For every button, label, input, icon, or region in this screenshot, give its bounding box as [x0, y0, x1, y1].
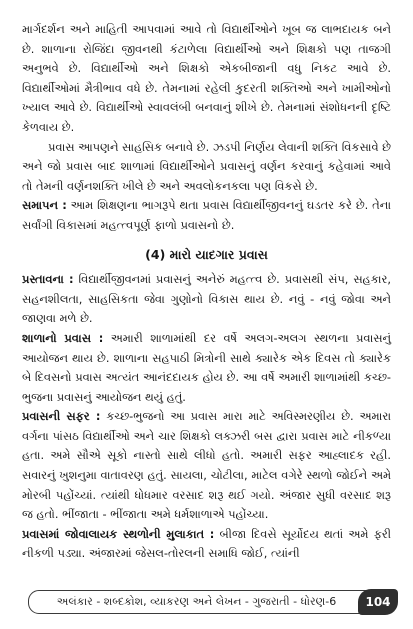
essay-heading: (4) મારો યાદગાર પ્રવાસ — [145, 246, 268, 262]
paragraph-sightseeing — [22, 525, 391, 564]
conclusion-text: આમ શિક્ષણના ભાગરૂપે થતા પ્રવાસ વિદ્યાર્થીજીવનનું ઘડતર કરે છે. તેના સર્વાંગી વિકાસમાં મહત્ત્વપૂર્ણ ફાળો પ્રવાસનો છે. — [22, 198, 391, 232]
conclusion-term: સમાપન : — [22, 198, 67, 213]
footer-book-title: અલંકાર - શબ્દકોશ, વ્યાકરણ અને લેખન - ગુજરાતી - ધોરણ-6 — [56, 595, 337, 608]
page-footer — [28, 590, 397, 614]
introduction-text: વિદ્યાર્થીજીવનમાં પ્રવાસનું અનેરું મહત્ત્વ છે. પ્રવાસથી સંપ, સહકાર, સહનશીલતા, સાહસિકતા જેવા ગુણોનો વિકાસ થાય છે. નવું - નવું જોવા અને જાણવા મળે છે. — [22, 272, 391, 326]
page-body — [22, 20, 391, 564]
paragraph-introduction — [22, 270, 391, 329]
paragraph-benefits: માર્ગદર્શન અને માહિતી આપવામાં આવે તો વિદ્યાર્થીઓને ખૂબ જ લાભદાયક બને છે. શાળાના રોજિંદા જીવનથી કંટાળેલા વિદ્યાર્થીઓ અને શિક્ષકો પણ તાજગી અનુભવે છે. વિદ્યાર્થીઓ અને શિક્ષકો એકબીજાની વધુ નિકટ આવે છે. વિદ્યાર્થીઓમાં મૈત્રીભાવ વધે છે. તેમનામાં રહેલી કુદરતી શક્તિઓ અને ખામીઓનો ખ્યાલ આવે છે. વિદ્યાર્થીઓ સ્વાવલંબી બનવાનું શીખે છે. તેમનામાં સંશોધનની દૃષ્ટિ કેળવાય છે. — [22, 22, 391, 134]
sightseeing-text: બીજા દિવસે સૂર્યોદય થતાં અમે ફરી નીકળી પડ્યા. અંજારમાં જેસલ-તોરલની સમાધિ જોઈ, ત્યાંની — [22, 526, 391, 561]
school-trip-term: શાળાનો પ્રવાસ : — [22, 330, 104, 345]
paragraph-conclusion — [22, 196, 391, 235]
school-trip-text: અમારી શાળામાંથી દર વર્ષે અલગ-અલગ સ્થળના પ્રવાસનું આયોજન થાય છે. શાળાના સહપાઠી મિત્રોની સાથે ક્યારેક એક દિવસ તો ક્યારેક બે દિવસનો પ્રવાસ અત્યંત આનંદદાયક હોય છે. આ વર્ષે અમારી શાળામાંથી કચ્છ-ભુજના પ્રવાસનું આયોજન થયું હતું. — [22, 330, 391, 404]
sightseeing-term: પ્રવાસમાં જોવાલાયક સ્થળોની મુલાકાત : — [22, 526, 215, 541]
paragraph-adventure: પ્રવાસ આપણને સાહસિક બનાવે છે. ઝડપી નિર્ણય લેવાની શક્તિ વિકસાવે છે અને જો પ્રવાસ બાદ શાળામાં વિદ્યાર્થીઓને પ્રવાસનું વર્ણન કરવાનું કહેવામાં આવે તો તેમની વર્ણનશક્તિ ખીલે છે અને અવલોકનકલા પણ વિકસે છે. — [22, 139, 391, 193]
introduction-term: પ્રસ્તાવના : — [22, 272, 74, 287]
journey-term: પ્રવાસની સફર : — [22, 409, 101, 424]
paragraph-school-trip — [22, 329, 391, 407]
journey-text: કચ્છ-ભુજનો આ પ્રવાસ મારા માટે અવિસ્મરણીય છે. અમારા વર્ગના પાંસઠ વિદ્યાર્થીઓ અને ચાર શિક્ષકો લક્ઝરી બસ દ્વારા પ્રવાસ માટે નીકળ્યા હતા. અમે સૌએ સૂકો નાસ્તો સાથે લીધો હતો. અમારી સફર આહ્લાદક રહી. સવારનું ખુશનુમા વાતાવરણ હતું. સાયલા, ચોટીલા, માટેલ વગેરે સ્થળો જોઈને અમે મોરબી પહોંચ્યાં. ત્યાંથી ધોધમાર વરસાદ શરૂ થઈ ગયો. અંજાર સુધી વરસાદ શરૂ જ હતો. ભીંજાતા - ભીંજાતા અમે ધર્મશાળાએ પહોંચ્યા. — [22, 409, 391, 522]
page-number-badge: 104 — [358, 589, 398, 615]
paragraph-journey — [22, 407, 391, 525]
